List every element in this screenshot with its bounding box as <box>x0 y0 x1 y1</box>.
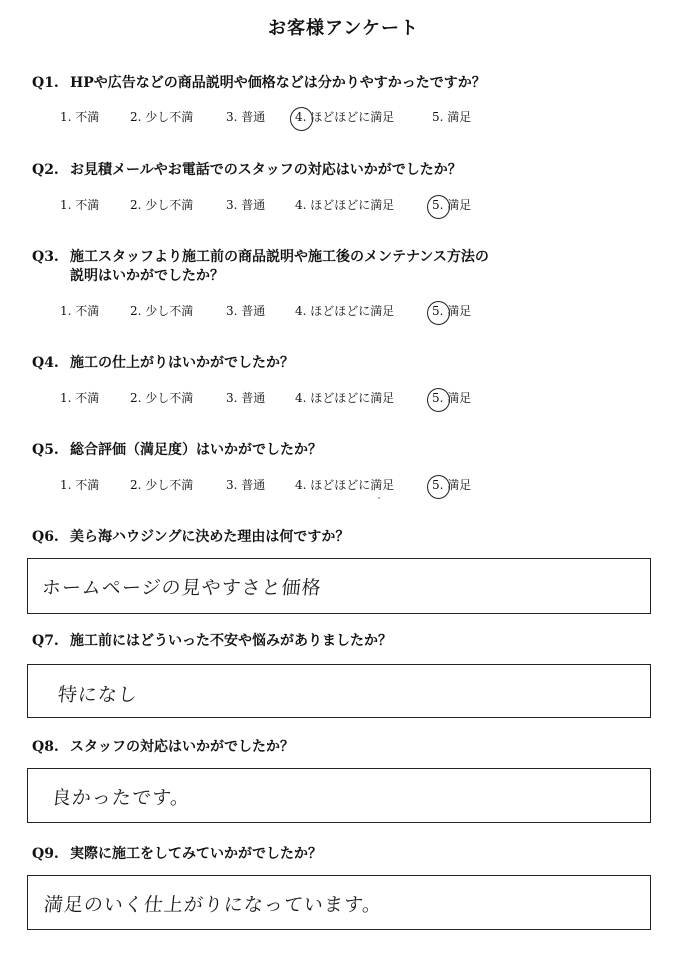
answer-box-q9[interactable] <box>27 875 651 930</box>
question-text: 施工前にはどういった不安や悩みがありましたか？ <box>70 633 392 649</box>
answer-box-q7[interactable] <box>27 664 651 718</box>
question-7 <box>32 632 592 651</box>
option-1[interactable]: 1. 不満 <box>60 110 100 124</box>
question-9 <box>32 845 592 864</box>
question-text: お見積メールやお電話でのスタッフの対応はいかがでしたか？ <box>70 162 462 178</box>
rating-options-q2 <box>60 195 520 215</box>
question-text: 施工の仕上がりはいかがでしたか？ <box>70 355 294 371</box>
question-2 <box>32 161 592 180</box>
question-text: 施工スタッフより施工前の商品説明や施工後のメンテナンス方法の 説明はいかがでしたか？ <box>70 249 489 284</box>
question-number: Q1. <box>32 75 59 91</box>
question-number: Q2. <box>32 162 59 178</box>
stray-mark <box>378 497 380 499</box>
option-3[interactable]: 3. 普通 <box>226 110 266 124</box>
question-text: 実際に施工をしてみていかがでしたか？ <box>70 846 322 862</box>
option-4[interactable]: 4. ほどほどに満足 <box>295 198 395 212</box>
question-text: HPや広告などの商品説明や価格などは分かりやすかったですか？ <box>70 75 486 91</box>
option-4-selected[interactable]: 4. ほどほどに満足 <box>295 110 395 124</box>
option-2[interactable]: 2. 少し不満 <box>130 391 194 405</box>
question-6 <box>32 528 592 547</box>
handwritten-answer: 特になし <box>56 684 140 706</box>
option-2[interactable]: 2. 少し不満 <box>130 478 194 492</box>
handwritten-answer: 良かったです。 <box>50 787 192 809</box>
option-1[interactable]: 1. 不満 <box>60 478 100 492</box>
question-8 <box>32 738 592 757</box>
question-5 <box>32 441 592 460</box>
rating-options-q1 <box>60 107 520 127</box>
option-5[interactable]: 5. 満足 <box>432 110 472 124</box>
question-text: スタッフの対応はいかがでしたか？ <box>70 739 294 755</box>
option-3[interactable]: 3. 普通 <box>226 478 266 492</box>
question-number: Q3. <box>32 249 59 265</box>
option-4[interactable]: 4. ほどほどに満足 <box>295 391 395 405</box>
question-number: Q9. <box>32 846 59 862</box>
question-number: Q6. <box>32 529 59 545</box>
rating-options-q5 <box>60 475 520 495</box>
option-4[interactable]: 4. ほどほどに満足 <box>295 478 395 492</box>
option-2[interactable]: 2. 少し不満 <box>130 110 194 124</box>
handwritten-answer: ホームページの見やすさと価格 <box>40 577 323 599</box>
option-5-selected[interactable]: 5. 満足 <box>432 478 472 492</box>
question-number: Q4. <box>32 355 59 371</box>
question-number: Q8. <box>32 739 59 755</box>
answer-box-q8[interactable] <box>27 768 651 823</box>
answer-box-q6[interactable] <box>27 558 651 614</box>
option-5-selected[interactable]: 5. 満足 <box>432 304 472 318</box>
question-3 <box>32 248 592 286</box>
option-1[interactable]: 1. 不満 <box>60 304 100 318</box>
question-4 <box>32 354 592 373</box>
question-1 <box>32 74 592 93</box>
option-3[interactable]: 3. 普通 <box>226 391 266 405</box>
question-text: 総合評価（満足度）はいかがでしたか？ <box>70 442 322 458</box>
question-number: Q5. <box>32 442 59 458</box>
option-2[interactable]: 2. 少し不満 <box>130 304 194 318</box>
question-number: Q7. <box>32 633 59 649</box>
option-1[interactable]: 1. 不満 <box>60 391 100 405</box>
option-2[interactable]: 2. 少し不満 <box>130 198 194 212</box>
question-text: 美ら海ハウジングに決めた理由は何ですか？ <box>70 529 350 545</box>
option-5-selected[interactable]: 5. 満足 <box>432 391 472 405</box>
rating-options-q3 <box>60 301 520 321</box>
option-5-selected[interactable]: 5. 満足 <box>432 198 472 212</box>
page-title: お客様アンケート <box>268 18 419 39</box>
option-1[interactable]: 1. 不満 <box>60 198 100 212</box>
rating-options-q4 <box>60 388 520 408</box>
option-3[interactable]: 3. 普通 <box>226 304 266 318</box>
handwritten-answer: 満足のいく仕上がりになっています。 <box>42 894 384 916</box>
option-3[interactable]: 3. 普通 <box>226 198 266 212</box>
option-4[interactable]: 4. ほどほどに満足 <box>295 304 395 318</box>
